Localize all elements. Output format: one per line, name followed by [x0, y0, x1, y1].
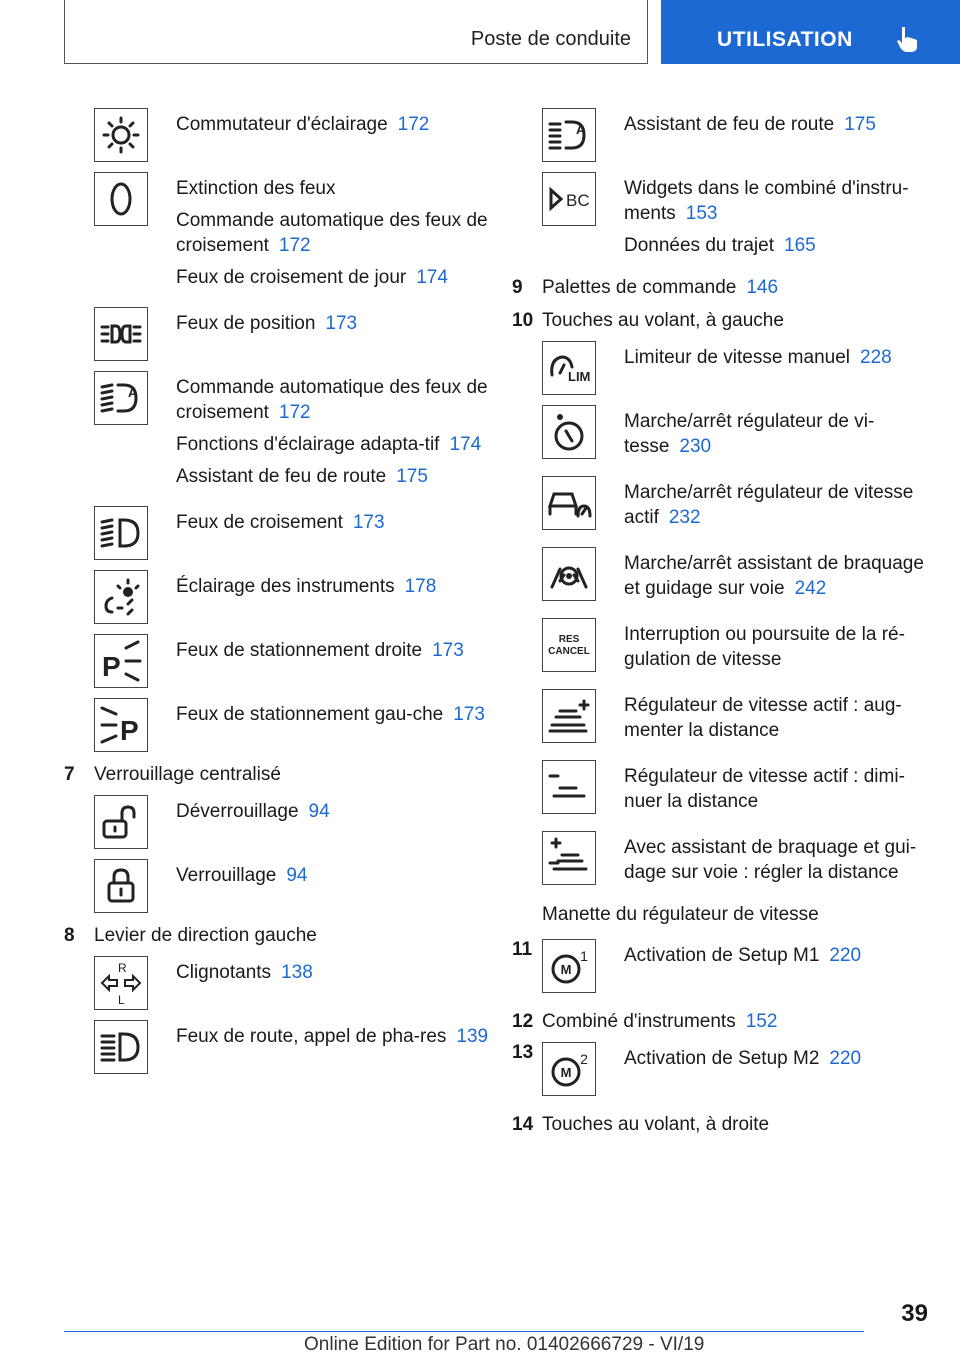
section-10-caption: Manette du régulateur de vitesse — [542, 904, 819, 925]
entry-text: Données du trajet — [624, 235, 774, 256]
header-chapter-title: UTILISATION — [717, 28, 853, 51]
page-reference[interactable]: 228 — [860, 347, 892, 368]
section-7 — [60, 762, 490, 787]
index-row — [60, 570, 490, 624]
page-reference[interactable]: 94 — [308, 801, 330, 822]
entry — [176, 1024, 488, 1049]
pointing-hand-icon — [894, 24, 924, 54]
entry-list — [624, 112, 876, 144]
entry — [176, 265, 490, 290]
index-row — [508, 831, 938, 892]
index-row — [508, 689, 938, 750]
distance-adjust-icon — [542, 831, 596, 885]
entry-text: Commutateur d'éclairage — [176, 114, 388, 135]
svg-text:P: P — [120, 715, 139, 746]
entry-text: Feux de stationnement gau-che — [176, 704, 444, 725]
page-reference[interactable]: 152 — [745, 1011, 778, 1032]
page-number: 39 — [901, 1300, 928, 1327]
entry — [624, 693, 938, 743]
page-reference[interactable]: 220 — [829, 945, 862, 966]
entry-text: Extinction des feux — [176, 178, 336, 199]
svg-text:M: M — [560, 1065, 572, 1080]
entry-text: Fonctions d'éclairage adapta-tif — [176, 434, 440, 455]
section-number: 12 — [512, 1011, 534, 1032]
lights-off-zero-icon — [94, 172, 148, 226]
entry-list — [624, 693, 938, 750]
index-row — [60, 956, 490, 1010]
header-section-box — [64, 0, 648, 64]
index-row — [60, 698, 490, 752]
entry — [176, 375, 490, 425]
index-row — [60, 795, 490, 849]
page-reference[interactable]: 173 — [352, 512, 385, 533]
svg-text:LIM: LIM — [568, 369, 591, 384]
section-number: 11 — [512, 939, 533, 960]
page-reference[interactable]: 173 — [432, 640, 464, 661]
entry — [624, 551, 938, 601]
entry — [176, 176, 490, 201]
entry-text: Assistant de feu de route — [624, 114, 835, 135]
index-row — [508, 760, 938, 821]
entry-list — [176, 638, 464, 670]
entry — [624, 622, 938, 672]
section-number: 13 — [512, 1042, 534, 1063]
svg-text:RES: RES — [558, 634, 580, 645]
turn-signal-icon — [94, 956, 148, 1010]
entry-list — [176, 574, 436, 606]
page-reference[interactable]: 178 — [404, 576, 437, 597]
page-reference[interactable]: 242 — [794, 578, 827, 599]
entry — [176, 960, 313, 985]
entry-list — [176, 510, 385, 542]
section-number: 14 — [512, 1114, 534, 1135]
section-11 — [508, 939, 938, 993]
svg-text:CANCEL: CANCEL — [548, 646, 590, 657]
entry-text: Marche/arrêt régulateur de vi-tesse — [624, 411, 875, 457]
header-section-title: Poste de conduite — [470, 28, 631, 50]
page-reference[interactable]: 172 — [397, 114, 430, 135]
entry-list — [624, 764, 938, 821]
index-row — [60, 108, 490, 162]
entry — [176, 112, 429, 137]
entry — [624, 835, 938, 885]
svg-text:2: 2 — [580, 1051, 588, 1067]
svg-text:1: 1 — [580, 948, 588, 964]
parking-light-left-icon — [94, 698, 148, 752]
m1-icon — [542, 939, 596, 993]
entry — [176, 574, 436, 599]
section-number: 8 — [64, 925, 75, 946]
section-14 — [508, 1112, 938, 1137]
entry-list — [176, 176, 490, 297]
section-number: 7 — [64, 764, 75, 785]
entry-text: Feux de croisement de jour — [176, 267, 407, 288]
bc-widget-icon — [542, 172, 596, 226]
left-column — [60, 108, 490, 1084]
entry — [624, 409, 938, 459]
page-reference[interactable]: 94 — [286, 865, 308, 886]
entry-list — [176, 112, 429, 144]
page-reference[interactable]: 153 — [685, 203, 718, 224]
footer-divider — [64, 1331, 864, 1332]
entry — [624, 345, 892, 370]
res-cancel-icon — [542, 618, 596, 672]
page-reference[interactable]: 174 — [449, 434, 482, 455]
entry-text: Assistant de feu de route — [176, 466, 387, 487]
index-row — [60, 1020, 490, 1074]
index-row — [508, 172, 938, 265]
unlock-icon — [94, 795, 148, 849]
entry — [624, 176, 938, 226]
entry-list — [176, 960, 313, 992]
section-number: 10 — [512, 310, 534, 331]
parking-lights-icon — [94, 307, 148, 361]
entry-list — [624, 176, 938, 265]
page-reference[interactable]: 165 — [784, 235, 816, 256]
section-9 — [508, 275, 938, 300]
index-row — [60, 859, 490, 913]
entry-text: Feux de croisement — [176, 512, 343, 533]
page-reference[interactable]: 172 — [278, 235, 311, 256]
distance-decrease-icon — [542, 760, 596, 814]
entry — [624, 233, 938, 258]
entry — [176, 638, 464, 663]
entry-list — [624, 345, 892, 377]
index-row — [60, 371, 490, 496]
section-label: Touches au volant, à gauche — [542, 310, 784, 331]
page-reference[interactable]: 173 — [325, 313, 358, 334]
entry — [624, 943, 861, 968]
section-12 — [508, 1009, 938, 1034]
entry — [176, 311, 357, 336]
page-reference[interactable]: 174 — [416, 267, 448, 288]
entry — [624, 480, 938, 530]
entry — [176, 464, 490, 489]
speed-limiter-icon — [542, 341, 596, 395]
svg-text:A: A — [128, 385, 138, 400]
entry-list — [624, 622, 938, 679]
entry — [176, 208, 490, 258]
svg-text:BC: BC — [566, 191, 590, 210]
section-number: 9 — [512, 277, 523, 298]
svg-text:L: L — [118, 993, 125, 1006]
entry-text: Régulateur de vitesse actif : aug-menter la distance — [624, 695, 902, 741]
entry — [176, 799, 330, 824]
high-beam-assistant-icon — [542, 108, 596, 162]
page-reference[interactable]: 175 — [396, 466, 428, 487]
page-reference[interactable]: 230 — [679, 436, 712, 457]
section-8 — [60, 923, 490, 948]
active-cruise-icon — [542, 476, 596, 530]
entry-text: Feux de route, appel de pha-res — [176, 1026, 447, 1047]
high-beam-icon — [94, 1020, 148, 1074]
index-row — [60, 307, 490, 361]
entry-list — [176, 702, 485, 734]
entry-list — [176, 311, 357, 343]
svg-text:P: P — [102, 651, 121, 682]
entry-text: Verrouillage — [176, 865, 277, 886]
right-column — [508, 108, 938, 1145]
entry — [624, 112, 876, 137]
entry-list — [176, 863, 307, 895]
entry-text: Feux de stationnement droite — [176, 640, 423, 661]
entry-text: Marche/arrêt régulateur de vitesse actif — [624, 482, 914, 528]
entry — [624, 764, 938, 814]
entry-list — [624, 409, 938, 466]
entry — [176, 432, 490, 457]
entry-list — [624, 551, 938, 608]
entry-text: Marche/arrêt assistant de braquage et guidage sur voie — [624, 553, 924, 599]
page-reference[interactable]: 172 — [278, 402, 311, 423]
section-label: Verrouillage centralisé — [94, 764, 281, 785]
index-row — [60, 172, 490, 297]
m2-icon — [542, 1042, 596, 1096]
entry-text: Commande automatique des feux de croisement — [176, 210, 488, 256]
page-reference[interactable]: 138 — [281, 962, 313, 983]
entry-text: Régulateur de vitesse actif : dimi-nuer la distance — [624, 766, 905, 812]
entry-text: Activation de Setup M1 — [624, 945, 820, 966]
page-reference[interactable]: 139 — [456, 1026, 489, 1047]
entry — [176, 510, 385, 535]
entry-text: Widgets dans le combiné d'instru-ments — [624, 178, 909, 224]
lock-icon — [94, 859, 148, 913]
index-row — [60, 634, 490, 688]
entry-list — [176, 375, 490, 496]
section-label: Combiné d'instruments — [542, 1011, 736, 1032]
index-row — [508, 547, 938, 608]
entry — [176, 702, 485, 727]
entry-list — [624, 835, 938, 892]
entry-text: Feux de position — [176, 313, 316, 334]
entry-list — [624, 480, 938, 537]
entry-text: Déverrouillage — [176, 801, 299, 822]
page-reference[interactable]: 220 — [829, 1048, 862, 1069]
entry-text: Avec assistant de braquage et gui-dage sur voie : régler la distance — [624, 837, 917, 883]
entry-text: Limiteur de vitesse manuel — [624, 347, 850, 368]
parking-light-right-icon — [94, 634, 148, 688]
entry-text: Commande automatique des feux de croisement — [176, 377, 488, 423]
cruise-control-icon — [542, 405, 596, 459]
index-row — [508, 108, 938, 162]
index-row — [508, 476, 938, 537]
page-reference[interactable]: 173 — [453, 704, 485, 725]
entry-text: Clignotants — [176, 962, 272, 983]
entry-text: Interruption ou poursuite de la ré-gulation de vitesse — [624, 624, 905, 670]
section-label: Palettes de commande — [542, 277, 737, 298]
distance-increase-icon — [542, 689, 596, 743]
auto-low-beam-icon — [94, 371, 148, 425]
entry — [624, 1046, 861, 1071]
header-chapter-tab — [661, 0, 960, 64]
index-row — [508, 618, 938, 679]
page-reference[interactable]: 232 — [668, 507, 701, 528]
entry-text: Éclairage des instruments — [176, 576, 395, 597]
svg-text:M: M — [560, 962, 572, 977]
page-reference[interactable]: 146 — [746, 277, 779, 298]
index-row — [60, 506, 490, 560]
entry — [176, 863, 307, 888]
entry-text: Activation de Setup M2 — [624, 1048, 820, 1069]
entry-list — [176, 1024, 488, 1056]
svg-text:A: A — [576, 122, 586, 137]
light-switch-sun-icon — [94, 108, 148, 162]
index-row — [508, 341, 938, 395]
low-beam-icon — [94, 506, 148, 560]
section-10 — [508, 308, 938, 333]
svg-text:R: R — [118, 961, 127, 975]
section-label: Levier de direction gauche — [94, 925, 317, 946]
index-row — [508, 405, 938, 466]
entry-list — [176, 799, 330, 831]
section-13 — [508, 1042, 938, 1096]
section-label: Touches au volant, à droite — [542, 1114, 770, 1135]
steering-assist-icon — [542, 547, 596, 601]
page-reference[interactable]: 175 — [844, 114, 876, 135]
footer-edition: Online Edition for Part no. 01402666729 - VI/19 — [304, 1334, 705, 1355]
instrument-lighting-icon — [94, 570, 148, 624]
